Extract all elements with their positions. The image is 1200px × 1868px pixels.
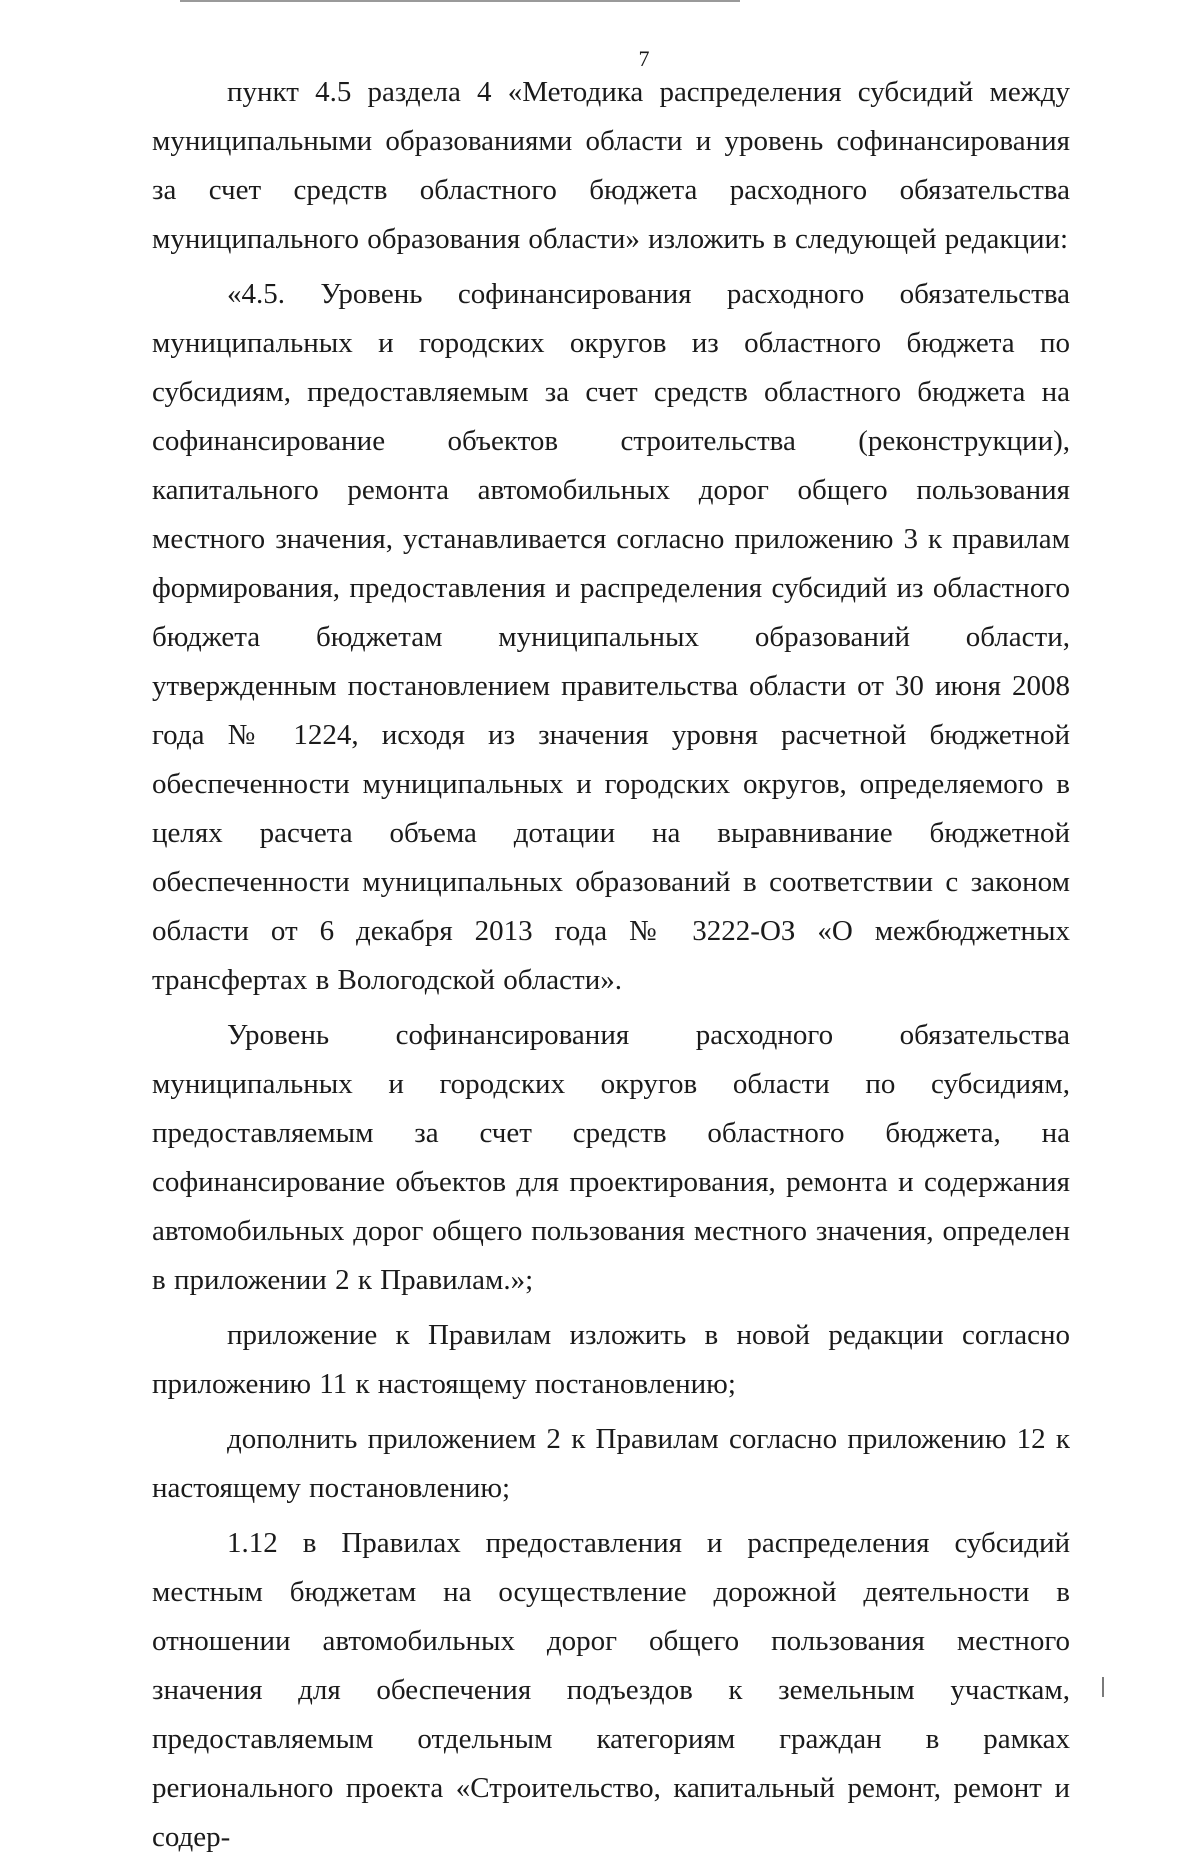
paragraph-appendix-addition: дополнить приложением 2 к Правилам согласно приложению 12 к настоящему постановлению; [152,1423,1070,1504]
paragraph-clause-1-12: 1.12 в Правилах предоставления и распределения субсидий местным бюджетам на осуществление дорожной деятельности в отношении автомобильных дорог общего пользования местного значения для обеспечения подъездов к земельным участкам, предоставляемым отдельным категориям граждан в рамках регионального проекта «Строительство, капитальный ремонт, ремонт и содер- [152,1527,1070,1853]
page-number: 7 [638,46,650,71]
paragraph-clause-4-5-intro: пункт 4.5 раздела 4 «Методика распределения субсидий между муниципальными образованиями области и уровень софинансирования за счет средств областного бюджета расходного обязательства муниципального образования области» изложить в следующей редакции: [152,76,1070,255]
document-body [152,68,1070,1868]
paragraph-cofinancing-level: Уровень софинансирования расходного обязательства муниципальных и городских округов области по субсидиям, предоставляемым за счет средств областного бюджета, на софинансирование объектов для проектирования, ремонта и содержания автомобильных дорог общего пользования местного значения, определен в приложении 2 к Правилам.»; [152,1019,1070,1296]
scan-artifact-corner [1102,1677,1104,1697]
paragraph-appendix-revision: приложение к Правилам изложить в новой редакции согласно приложению 11 к настоящему постановлению; [152,1319,1070,1400]
paragraph-clause-4-5-text: «4.5. Уровень софинансирования расходного обязательства муниципальных и городских округов из областного бюджета по субсидиям, предоставляемым за счет средств областного бюджета на софинансирование объектов строительства (реконструкции), капитального ремонта автомобильных дорог общего пользования местного значения, устанавливается согласно приложению 3 к правилам формирования, предоставления и распределения субсидий из областного бюджета бюджетам муниципальных образований области, утвержденным постановлением правительства области от 30 июня 2008 года № 1224, исходя из значения уровня расчетной бюджетной обеспеченности муниципальных и городских округов, определяемого в целях расчета объема дотации на выравнивание бюджетной обеспеченности муниципальных образований в соответствии с законом области от 6 декабря 2013 года № 3222-ОЗ «О межбюджетных трансфертах в Вологодской области». [152,278,1070,996]
scan-artifact-top [180,0,740,2]
